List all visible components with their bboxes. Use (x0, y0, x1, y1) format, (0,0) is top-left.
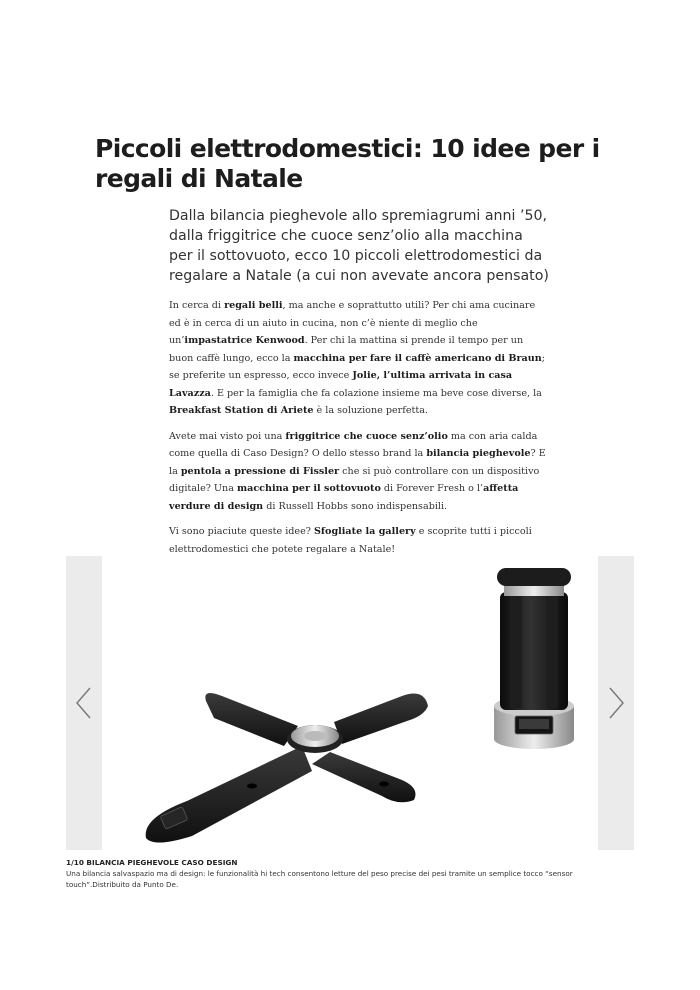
caption-text: Una bilancia salvaspazio ma di design: le funzionalità hi tech consentono letture del peso precise dei pesi tramite un semplice tocco “sensor touch”.Distribuito da Punto De. (66, 869, 573, 889)
article-subtitle: Dalla bilancia pieghevole allo spremiagrumi anni ’50, dalla friggitrice che cuoce senz’olio alla macchina per il sottovuoto, ecco 10 piccoli elettrodomestici da regalare a Natale (a cui non avevate ancora pensato) (169, 208, 549, 284)
caption-title: 1/10 BILANCIA PIEGHEVOLE CASO DESIGN (66, 858, 238, 867)
image-gallery (66, 556, 634, 850)
chevron-right-icon (606, 686, 626, 720)
paragraph-2: Avete mai visto poi una friggitrice che cuoce senz’olio ma con aria calda come quella di Caso Design? O dello stesso brand la bilancia pieghevole? E la pentola a pressione di Fissler che si può controllare con un dispositivo digitale? Una macchina per il sottovuoto di Forever Fresh o l’affetta verdure di design di Russell Hobbs sono indispensabili. (169, 430, 546, 512)
article-title: Piccoli elettrodomestici: 10 idee per i regali di Natale (95, 134, 600, 193)
paragraph-3: Vi sono piaciute queste idee? Sfogliate la gallery e scoprite tutti i piccoli elettrodomestici che potete regalare a Natale! (169, 526, 532, 555)
gallery-next-button[interactable] (598, 556, 634, 850)
folding-scale (146, 693, 428, 843)
gallery-image (102, 556, 598, 850)
gallery-prev-button[interactable] (66, 556, 102, 850)
article-body (169, 297, 549, 566)
chevron-left-icon (74, 686, 94, 720)
product-photo (102, 556, 598, 850)
folded-scale (494, 568, 574, 749)
gallery-caption (66, 857, 626, 890)
gallery-link[interactable]: Sfogliate la gallery (313, 526, 416, 537)
paragraph-1: In cerca di regali belli, ma anche e soprattutto utili? Per chi ama cucinare ed è in cerca di un aiuto in cucina, non c’è niente di meglio che un’impastatrice Kenwood. Per chi la mattina si prende il tempo per un buon caffè lungo, ecco la macchina per fare il caffè americano di Braun; se preferite un espresso, ecco invece Jolie, l’ultima arrivata in casa Lavazza. E per la famiglia che fa colazione insieme ma beve cose diverse, la Breakfast Station di Ariete è la soluzione perfetta. (169, 300, 545, 416)
